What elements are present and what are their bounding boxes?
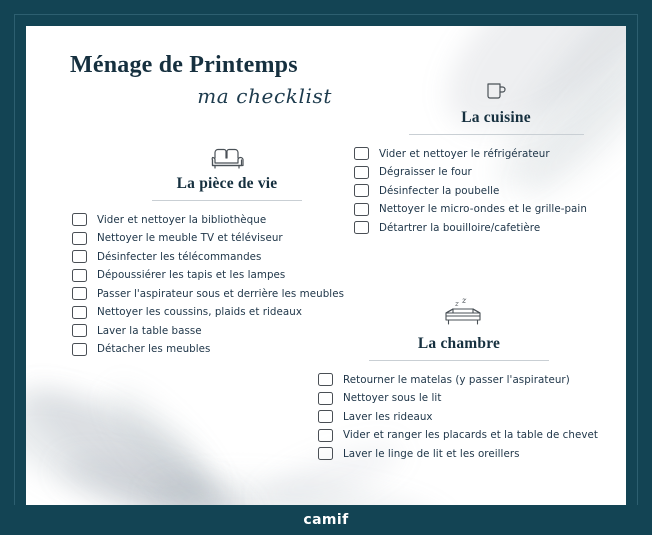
list-item-label: Nettoyer sous le lit [343,392,442,404]
list-item-label: Dépoussiérer les tapis et les lampes [97,269,286,281]
list-item[interactable] [318,447,624,460]
checklist [354,147,626,234]
section-header [62,144,392,201]
brand-logo[interactable]: camif [303,512,349,528]
checkbox[interactable] [318,447,333,460]
list-item-label: Désinfecter les télécommandes [97,250,262,263]
list-item-label: Détartrer la bouilloire/cafetière [379,221,541,234]
mug-icon [346,78,626,106]
list-item[interactable] [72,232,392,245]
checkbox[interactable] [354,147,369,160]
list-item[interactable] [72,213,392,226]
list-item-label: Nettoyer le meuble TV et téléviseur [97,232,283,244]
footer-bar [0,505,652,535]
checkbox[interactable] [72,343,87,356]
list-item-label: Laver les rideaux [343,410,433,423]
checkbox[interactable] [72,213,87,226]
section-header [294,296,624,361]
list-item-label: Dégraisser le four [379,166,472,178]
section-header [346,78,626,135]
checkbox[interactable] [72,232,87,245]
list-item-label: Nettoyer les coussins, plaids et rideaux [97,306,302,318]
checkbox[interactable] [72,306,87,319]
list-item[interactable] [72,269,392,282]
checklist [318,373,624,460]
title-block [70,52,350,108]
sofa-icon [62,144,392,172]
checkbox[interactable] [72,324,87,337]
list-item-label: Laver le linge de lit et les oreillers [343,447,520,460]
section-divider [369,360,549,361]
list-item-label: Passer l'aspirateur sous et derrière les meubles [97,287,345,300]
list-item-label: Désinfecter la poubelle [379,184,500,197]
list-item[interactable] [354,147,626,160]
checkbox[interactable] [318,429,333,442]
checkbox[interactable] [72,250,87,263]
list-item[interactable] [354,203,626,216]
section-bedroom [294,296,624,466]
list-item-label: Vider et nettoyer la bibliothèque [97,213,267,226]
list-item[interactable] [318,373,624,386]
checkbox[interactable] [354,203,369,216]
checkbox[interactable] [318,410,333,423]
list-item[interactable] [318,410,624,423]
checkbox[interactable] [354,221,369,234]
list-item-label: Laver la table basse [97,324,202,337]
checkbox[interactable] [72,287,87,300]
svg-text:z: z [462,296,467,305]
list-item-label: Nettoyer le micro-ondes et le grille-pain [379,203,587,215]
page-subtitle: ma checklist [197,84,332,108]
checkbox[interactable] [72,269,87,282]
section-divider [152,200,302,201]
section-divider [409,134,584,135]
list-item[interactable] [354,221,626,234]
checkbox[interactable] [354,184,369,197]
section-title: La pièce de vie [176,175,278,192]
poster-card [26,26,626,505]
list-item-label: Détacher les meubles [97,343,211,355]
list-item[interactable] [354,184,626,197]
list-item-label: Retourner le matelas (y passer l'aspirateur) [343,373,570,386]
checkbox[interactable] [318,392,333,405]
svg-text:z: z [455,300,459,308]
list-item[interactable] [354,166,626,179]
page-title: Ménage de Printemps [70,52,298,78]
list-item-label: Vider et ranger les placards et la table de chevet [343,429,598,441]
section-kitchen [346,78,626,240]
list-item[interactable] [318,392,624,405]
list-item[interactable] [72,250,392,263]
section-title: La cuisine [461,109,531,126]
checkbox[interactable] [354,166,369,179]
list-item-label: Vider et nettoyer le réfrigérateur [379,147,550,160]
bed-icon [294,296,624,332]
section-title: La chambre [417,335,501,352]
list-item[interactable] [318,429,624,442]
checkbox[interactable] [318,373,333,386]
